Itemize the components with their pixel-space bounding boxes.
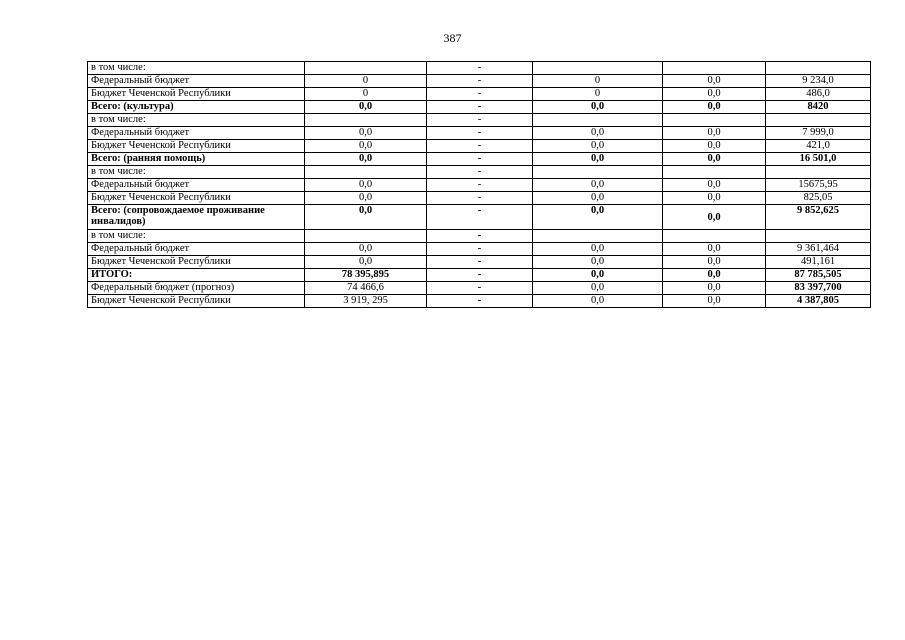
value-cell-4: 0,0 bbox=[663, 243, 766, 256]
value-cell-5 bbox=[766, 166, 871, 179]
value-cell-1: 0,0 bbox=[305, 153, 427, 166]
value-cell-4 bbox=[663, 166, 766, 179]
value-cell-4: 0,0 bbox=[663, 153, 766, 166]
value-cell-3 bbox=[533, 114, 663, 127]
row-label-cell: Бюджет Чеченской Республики bbox=[88, 88, 305, 101]
table-row bbox=[88, 101, 871, 114]
value-cell-5: 9 361,464 bbox=[766, 243, 871, 256]
value-cell-3: 0,0 bbox=[533, 140, 663, 153]
value-cell-5: 4 387,805 bbox=[766, 295, 871, 308]
value-cell-4: 0,0 bbox=[663, 256, 766, 269]
value-cell-2: - bbox=[427, 179, 533, 192]
value-cell-2: - bbox=[427, 166, 533, 179]
value-cell-1 bbox=[305, 114, 427, 127]
value-cell-5: 16 501,0 bbox=[766, 153, 871, 166]
value-cell-4: 0,0 bbox=[663, 192, 766, 205]
row-label-cell: Федеральный бюджет bbox=[88, 75, 305, 88]
value-cell-5: 15675,95 bbox=[766, 179, 871, 192]
table-row bbox=[88, 179, 871, 192]
value-cell-1: 0,0 bbox=[305, 179, 427, 192]
value-cell-3: 0,0 bbox=[533, 295, 663, 308]
row-label-cell: в том числе: bbox=[88, 114, 305, 127]
value-cell-4 bbox=[663, 114, 766, 127]
value-cell-1: 0 bbox=[305, 75, 427, 88]
value-cell-5: 9 234,0 bbox=[766, 75, 871, 88]
table-row bbox=[88, 205, 871, 230]
value-cell-2: - bbox=[427, 282, 533, 295]
table-row bbox=[88, 62, 871, 75]
row-label-cell: Всего: (культура) bbox=[88, 101, 305, 114]
row-label-cell: ИТОГО: bbox=[88, 269, 305, 282]
value-cell-1 bbox=[305, 62, 427, 75]
value-cell-5: 87 785,505 bbox=[766, 269, 871, 282]
value-cell-4: 0,0 bbox=[663, 88, 766, 101]
value-cell-2: - bbox=[427, 230, 533, 243]
value-cell-5: 486,0 bbox=[766, 88, 871, 101]
value-cell-2: - bbox=[427, 192, 533, 205]
value-cell-5: 491,161 bbox=[766, 256, 871, 269]
value-cell-2: - bbox=[427, 127, 533, 140]
value-cell-4: 0,0 bbox=[663, 269, 766, 282]
value-cell-1 bbox=[305, 166, 427, 179]
value-cell-5: 83 397,700 bbox=[766, 282, 871, 295]
value-cell-2: - bbox=[427, 269, 533, 282]
value-cell-3: 0,0 bbox=[533, 243, 663, 256]
value-cell-1: 0,0 bbox=[305, 256, 427, 269]
value-cell-3 bbox=[533, 230, 663, 243]
budget-table bbox=[87, 61, 871, 308]
value-cell-2: - bbox=[427, 256, 533, 269]
value-cell-4: 0,0 bbox=[663, 101, 766, 114]
row-label-cell: Федеральный бюджет bbox=[88, 127, 305, 140]
table-row bbox=[88, 75, 871, 88]
value-cell-4: 0,0 bbox=[663, 205, 766, 230]
value-cell-1: 0 bbox=[305, 88, 427, 101]
row-label-cell: Всего: (ранняя помощь) bbox=[88, 153, 305, 166]
value-cell-3: 0,0 bbox=[533, 127, 663, 140]
table-row bbox=[88, 230, 871, 243]
value-cell-1: 0,0 bbox=[305, 192, 427, 205]
table-row bbox=[88, 192, 871, 205]
value-cell-2: - bbox=[427, 75, 533, 88]
row-label-cell: в том числе: bbox=[88, 62, 305, 75]
value-cell-3 bbox=[533, 166, 663, 179]
value-cell-2: - bbox=[427, 114, 533, 127]
table-row bbox=[88, 114, 871, 127]
value-cell-5 bbox=[766, 62, 871, 75]
value-cell-4: 0,0 bbox=[663, 295, 766, 308]
value-cell-2: - bbox=[427, 205, 533, 230]
value-cell-5: 8420 bbox=[766, 101, 871, 114]
value-cell-1: 78 395,895 bbox=[305, 269, 427, 282]
value-cell-1: 74 466,6 bbox=[305, 282, 427, 295]
value-cell-1: 0,0 bbox=[305, 205, 427, 230]
value-cell-2: - bbox=[427, 140, 533, 153]
row-label-cell: Федеральный бюджет bbox=[88, 179, 305, 192]
value-cell-4: 0,0 bbox=[663, 179, 766, 192]
value-cell-2: - bbox=[427, 295, 533, 308]
row-label-cell: Бюджет Чеченской Республики bbox=[88, 192, 305, 205]
value-cell-5: 825,05 bbox=[766, 192, 871, 205]
value-cell-5: 9 852,625 bbox=[766, 205, 871, 230]
table-row bbox=[88, 282, 871, 295]
value-cell-2: - bbox=[427, 153, 533, 166]
value-cell-2: - bbox=[427, 88, 533, 101]
value-cell-5 bbox=[766, 114, 871, 127]
table-row bbox=[88, 269, 871, 282]
table-row bbox=[88, 295, 871, 308]
value-cell-5 bbox=[766, 230, 871, 243]
value-cell-1: 0,0 bbox=[305, 101, 427, 114]
value-cell-2: - bbox=[427, 243, 533, 256]
row-label-cell: Федеральный бюджет (прогноз) bbox=[88, 282, 305, 295]
table-row bbox=[88, 166, 871, 179]
value-cell-3: 0,0 bbox=[533, 192, 663, 205]
budget-table-body bbox=[88, 62, 871, 308]
value-cell-5: 7 999,0 bbox=[766, 127, 871, 140]
row-label-cell: Всего: (сопровождаемое проживание инвалидов) bbox=[88, 205, 305, 230]
table-row bbox=[88, 140, 871, 153]
value-cell-3: 0,0 bbox=[533, 282, 663, 295]
value-cell-3: 0,0 bbox=[533, 256, 663, 269]
page-number: 387 bbox=[443, 31, 462, 45]
value-cell-3: 0,0 bbox=[533, 179, 663, 192]
value-cell-4: 0,0 bbox=[663, 140, 766, 153]
value-cell-4: 0,0 bbox=[663, 75, 766, 88]
value-cell-3: 0 bbox=[533, 88, 663, 101]
value-cell-1 bbox=[305, 230, 427, 243]
value-cell-3: 0,0 bbox=[533, 205, 663, 230]
value-cell-1: 0,0 bbox=[305, 140, 427, 153]
table-row bbox=[88, 127, 871, 140]
value-cell-4 bbox=[663, 62, 766, 75]
row-label-cell: в том числе: bbox=[88, 230, 305, 243]
row-label-cell: Бюджет Чеченской Республики bbox=[88, 140, 305, 153]
value-cell-5: 421,0 bbox=[766, 140, 871, 153]
value-cell-4 bbox=[663, 230, 766, 243]
value-cell-1: 0,0 bbox=[305, 243, 427, 256]
value-cell-2: - bbox=[427, 62, 533, 75]
row-label-cell: Бюджет Чеченской Республики bbox=[88, 295, 305, 308]
row-label-cell: Бюджет Чеченской Республики bbox=[88, 256, 305, 269]
value-cell-3: 0,0 bbox=[533, 153, 663, 166]
value-cell-1: 0,0 bbox=[305, 127, 427, 140]
table-row bbox=[88, 256, 871, 269]
value-cell-1: 3 919, 295 bbox=[305, 295, 427, 308]
table-row bbox=[88, 88, 871, 101]
value-cell-3: 0,0 bbox=[533, 269, 663, 282]
value-cell-3: 0,0 bbox=[533, 101, 663, 114]
value-cell-4: 0,0 bbox=[663, 127, 766, 140]
row-label-cell: Федеральный бюджет bbox=[88, 243, 305, 256]
table-row bbox=[88, 153, 871, 166]
table-row bbox=[88, 243, 871, 256]
value-cell-4: 0,0 bbox=[663, 282, 766, 295]
value-cell-3: 0 bbox=[533, 75, 663, 88]
value-cell-3 bbox=[533, 62, 663, 75]
row-label-cell: в том числе: bbox=[88, 166, 305, 179]
value-cell-2: - bbox=[427, 101, 533, 114]
